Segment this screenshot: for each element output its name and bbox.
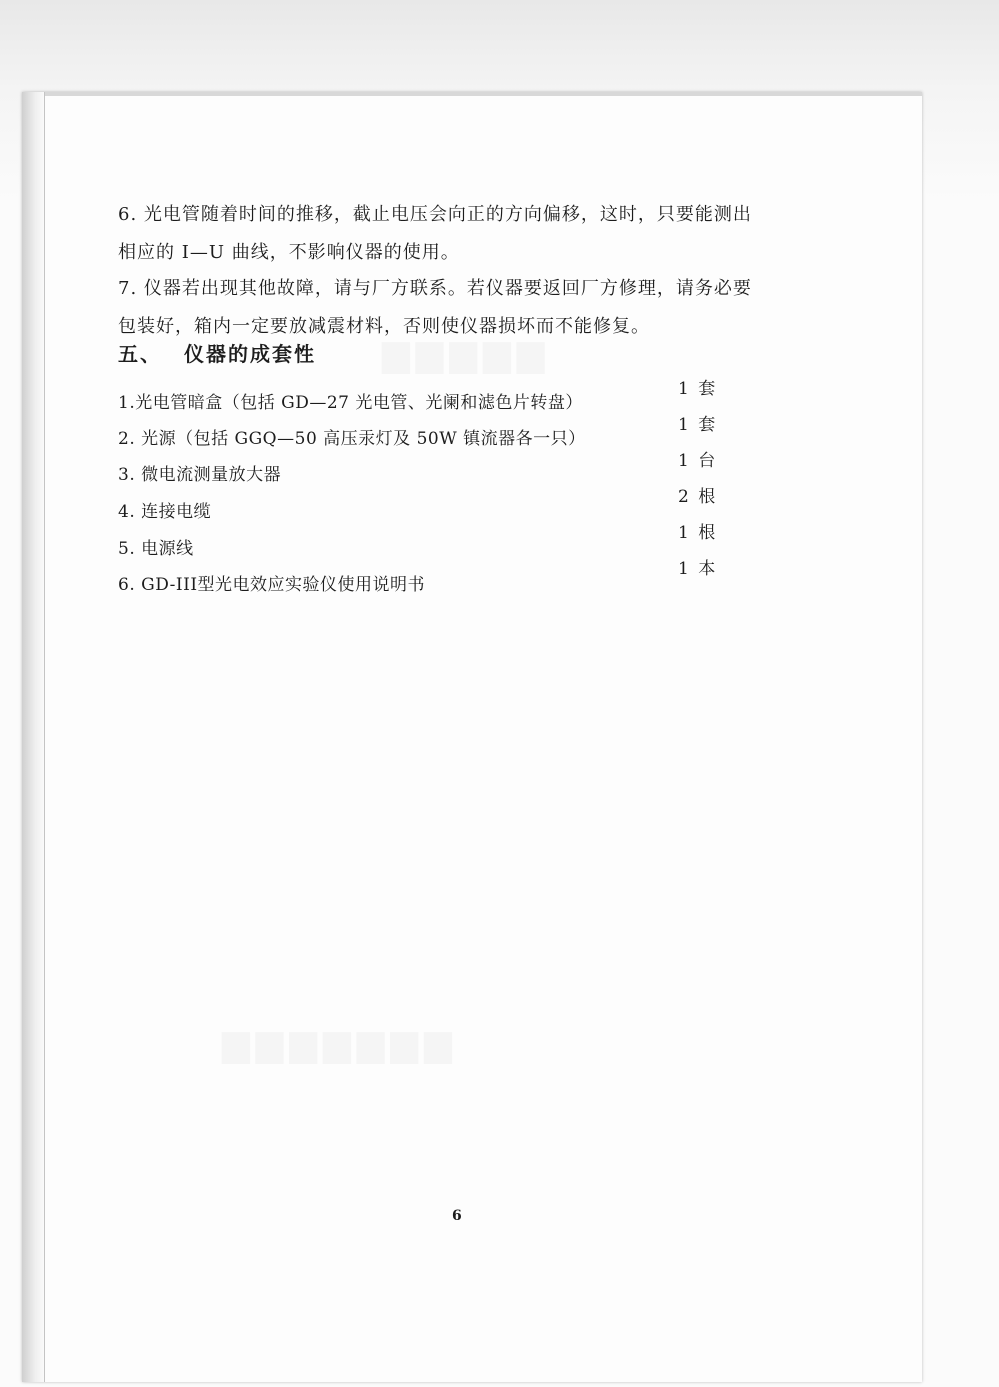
note-item-6-line-2: 相应的 I—U 曲线，不影响仪器的使用。	[118, 242, 460, 263]
component-name: 6. GD-III型光电效应实验仪使用说明书	[118, 575, 426, 595]
note-item-7	[118, 270, 798, 346]
component-quantity: 1 台	[678, 451, 718, 471]
bleed-through-mark: ▆▆▆▆▆	[382, 332, 551, 374]
component-quantity: 2 根	[678, 487, 718, 507]
page-binding-edge	[22, 92, 45, 1382]
component-quantity: 1 根	[678, 523, 718, 543]
bleed-through-mark: ▆▆▆▆▆▆▆	[222, 1022, 458, 1064]
component-name: 1.光电管暗盒（包括 GD—27 光电管、光阑和滤色片转盘）	[118, 393, 583, 413]
component-quantity: 1 套	[678, 379, 718, 399]
component-name: 4. 连接电缆	[118, 502, 212, 522]
note-item-7-line-2: 包装好，箱内一定要放减震材料，否则使仪器损坏而不能修复。	[118, 316, 650, 337]
component-quantity: 1 本	[678, 559, 718, 579]
note-item-6	[118, 196, 798, 272]
page-number: 6	[452, 1208, 462, 1224]
page-top-edge	[22, 92, 922, 96]
component-quantity: 1 套	[678, 415, 718, 435]
component-name: 3. 微电流测量放大器	[118, 465, 282, 485]
section-title: 仪器的成套性	[184, 342, 316, 366]
section-heading	[118, 338, 316, 367]
document-page	[22, 92, 922, 1382]
section-number: 五、	[118, 342, 162, 366]
component-name: 2. 光源（包括 GGQ—50 高压汞灯及 50W 镇流器各一只）	[118, 429, 586, 449]
component-name: 5. 电源线	[118, 539, 194, 559]
note-item-7-line-1: 7. 仪器若出现其他故障，请与厂方联系。若仪器要返回厂方修理，请务必要	[118, 278, 752, 299]
note-item-6-line-1: 6. 光电管随着时间的推移，截止电压会向正的方向偏移，这时，只要能测出	[118, 204, 752, 225]
